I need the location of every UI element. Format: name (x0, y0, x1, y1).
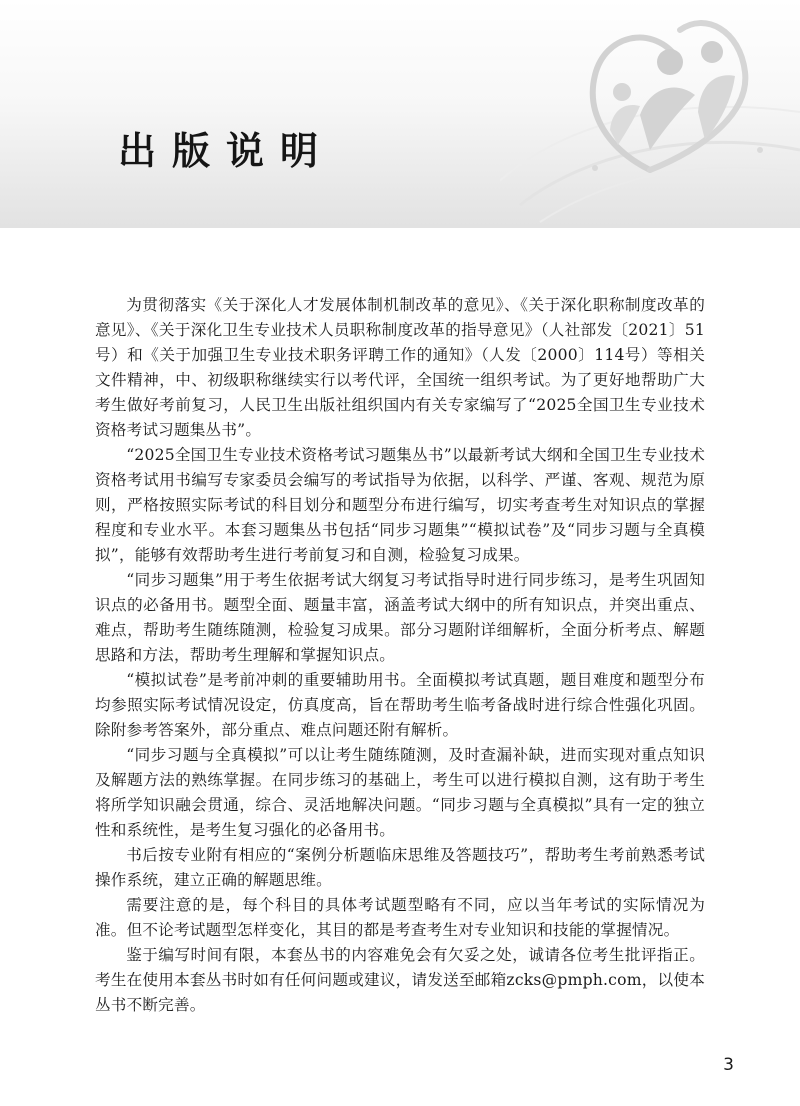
paragraph: “模拟试卷”是考前冲刺的重要辅助用书。全面模拟考试真题，题目难度和题型分布均参照实际考试情况设定，仿真度高，旨在帮助考生临考备战时进行综合性强化巩固。除附参考答案外，部分重点、难点问题还附有解析。 (95, 671, 705, 739)
paragraph: “同步习题集”用于考生依据考试大纲复习考试指导时进行同步练习，是考生巩固知识点的必备用书。题型全面、题量丰富，涵盖考试大纲中的所有知识点，并突出重点、难点，帮助考生随练随测，检验复习成果。部分习题附详细解析，全面分析考点、解题思路和方法，帮助考生理解和掌握知识点。 (95, 571, 705, 664)
heart-people-logo-icon (500, 0, 800, 228)
header-band (0, 0, 800, 228)
preface-body (95, 293, 705, 1018)
page-title: 出版说明 (118, 129, 335, 173)
paragraph: 书后按专业附有相应的“案例分析题临床思维及答题技巧”，帮助考生考前熟悉考试操作系统，建立正确的解题思维。 (95, 846, 705, 889)
paragraph: “2025全国卫生专业技术资格考试习题集丛书”以最新考试大纲和全国卫生专业技术资格考试用书编写专家委员会编写的考试指导为依据，以科学、严谨、客观、规范为原则，严格按照实际考试的科目划分和题型分布进行编写，切实考查考生对知识点的掌握程度和专业水平。本套习题集丛书包括“同步习题集”“模拟试卷”及“同步习题与全真模拟”，能够有效帮助考生进行考前复习和自测，检验复习成果。 (95, 446, 705, 564)
paragraph: 鉴于编写时间有限，本套丛书的内容难免会有欠妥之处，诚请各位考生批评指正。考生在使用本套丛书时如有任何问题或建议，请发送至邮箱zcks@pmph.com，以使本丛书不断完善。 (95, 946, 705, 1014)
page-number: 3 (723, 1055, 734, 1075)
paragraph: 需要注意的是，每个科目的具体考试题型略有不同，应以当年考试的实际情况为准。但不论考试题型怎样变化，其目的都是考查考生对专业知识和技能的掌握情况。 (95, 896, 705, 939)
paragraph: 为贯彻落实《关于深化人才发展体制机制改革的意见》、《关于深化职称制度改革的意见》、《关于深化卫生专业技术人员职称制度改革的指导意见》（人社部发〔2021〕51号）和《关于加强卫生专业技术职务评聘工作的通知》（人发〔2000〕114号）等相关文件精神，中、初级职称继续实行以考代评，全国统一组织考试。为了更好地帮助广大考生做好考前复习，人民卫生出版社组织国内有关专家编写了“2025全国卫生专业技术资格考试习题集丛书”。 (95, 296, 705, 439)
paragraph: “同步习题与全真模拟”可以让考生随练随测，及时查漏补缺，进而实现对重点知识及解题方法的熟练掌握。在同步练习的基础上，考生可以进行模拟自测，这有助于考生将所学知识融会贯通，综合、灵活地解决问题。“同步习题与全真模拟”具有一定的独立性和系统性，是考生复习强化的必备用书。 (95, 746, 705, 839)
